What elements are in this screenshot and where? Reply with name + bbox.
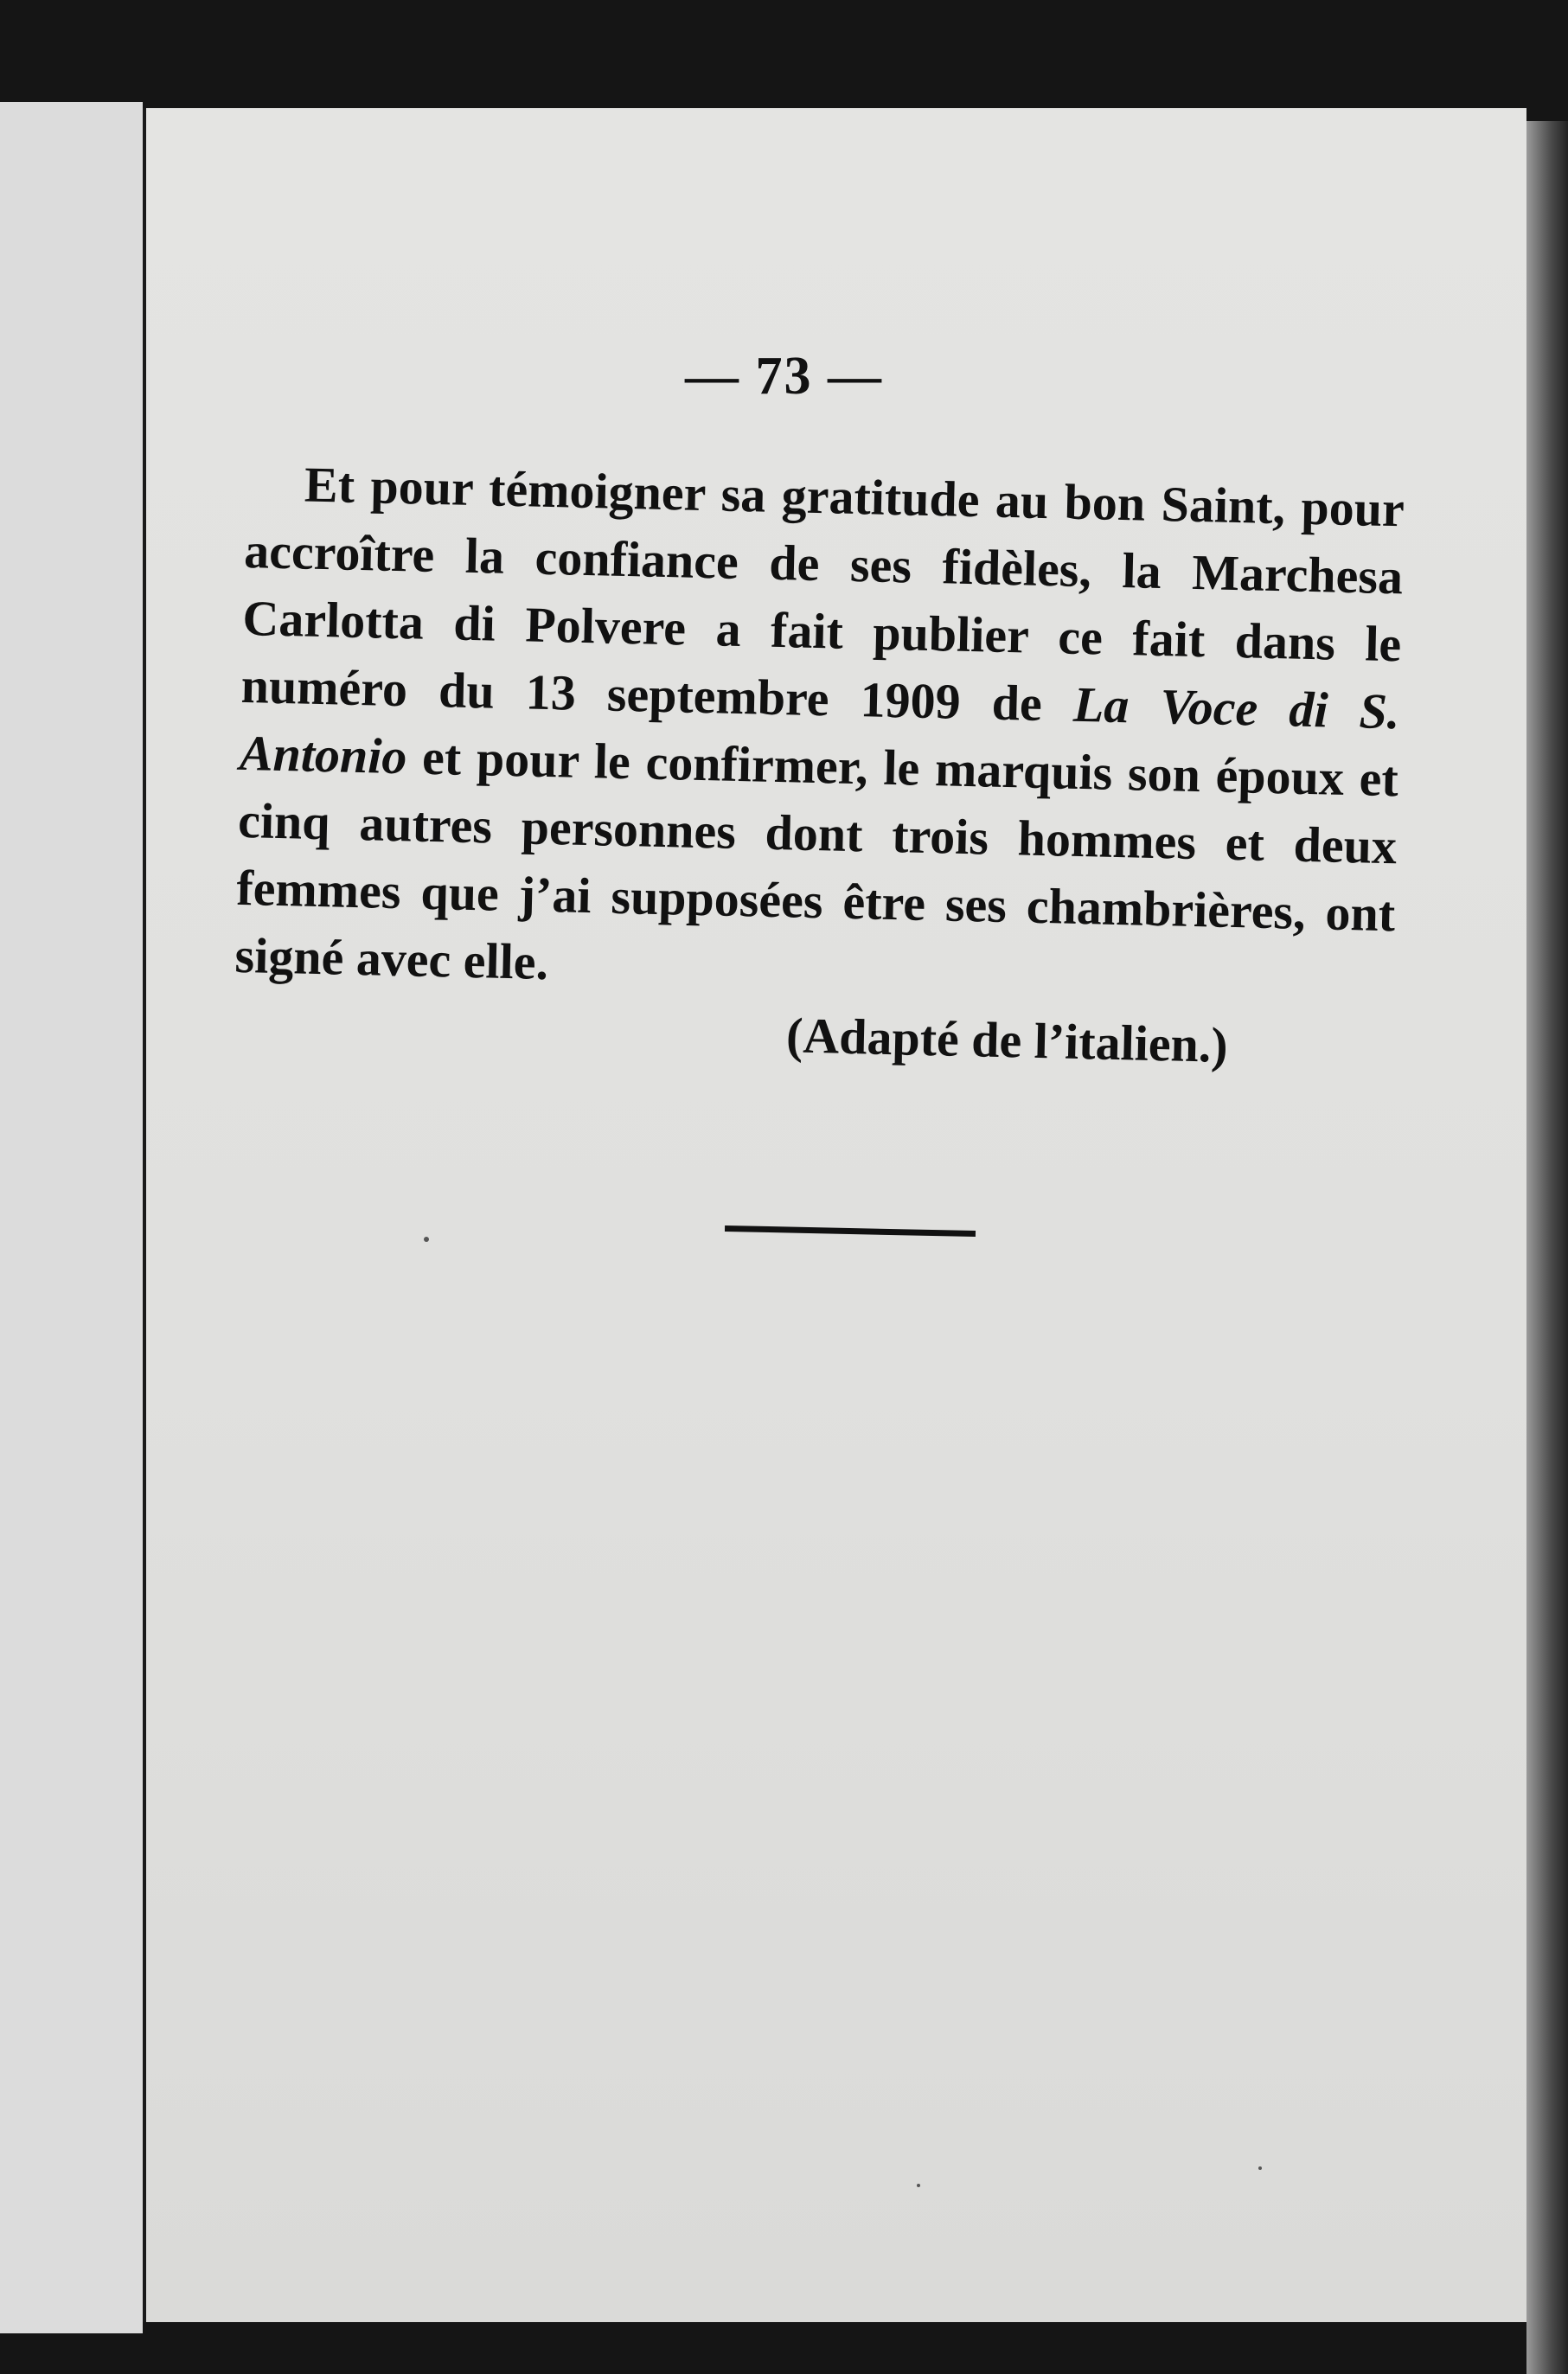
paper-speck	[917, 2184, 920, 2187]
paragraph	[234, 450, 1405, 1015]
paper-speck	[424, 1237, 429, 1242]
paragraph-indent	[246, 500, 304, 502]
attribution: (Adapté de l’italien.)	[785, 1007, 1229, 1073]
paper-speck	[1258, 2166, 1262, 2170]
publication-title: La Voce di S. Antonio	[239, 675, 1401, 785]
paragraph-text-start: Et pour témoigner sa gratitude au bon Saint, pour accroître la confiance de ses fidèles, la Marchesa Carlotta di Polvere a fait publier ce fait dans le numéro du 13 septembre 1909 de	[240, 456, 1405, 732]
left-page-edge	[0, 102, 143, 2333]
book-page	[143, 108, 1526, 2322]
page-number: — 73 —	[685, 347, 883, 406]
paragraph-text-end: et pour le confirmer, le marquis son époux et cinq autres personnes dont trois hommes et deux femmes que j’ai supposées être ses chambrières, ont signé avec elle.	[234, 728, 1399, 991]
body-text	[233, 450, 1405, 1083]
right-page-edge	[1526, 121, 1568, 2374]
